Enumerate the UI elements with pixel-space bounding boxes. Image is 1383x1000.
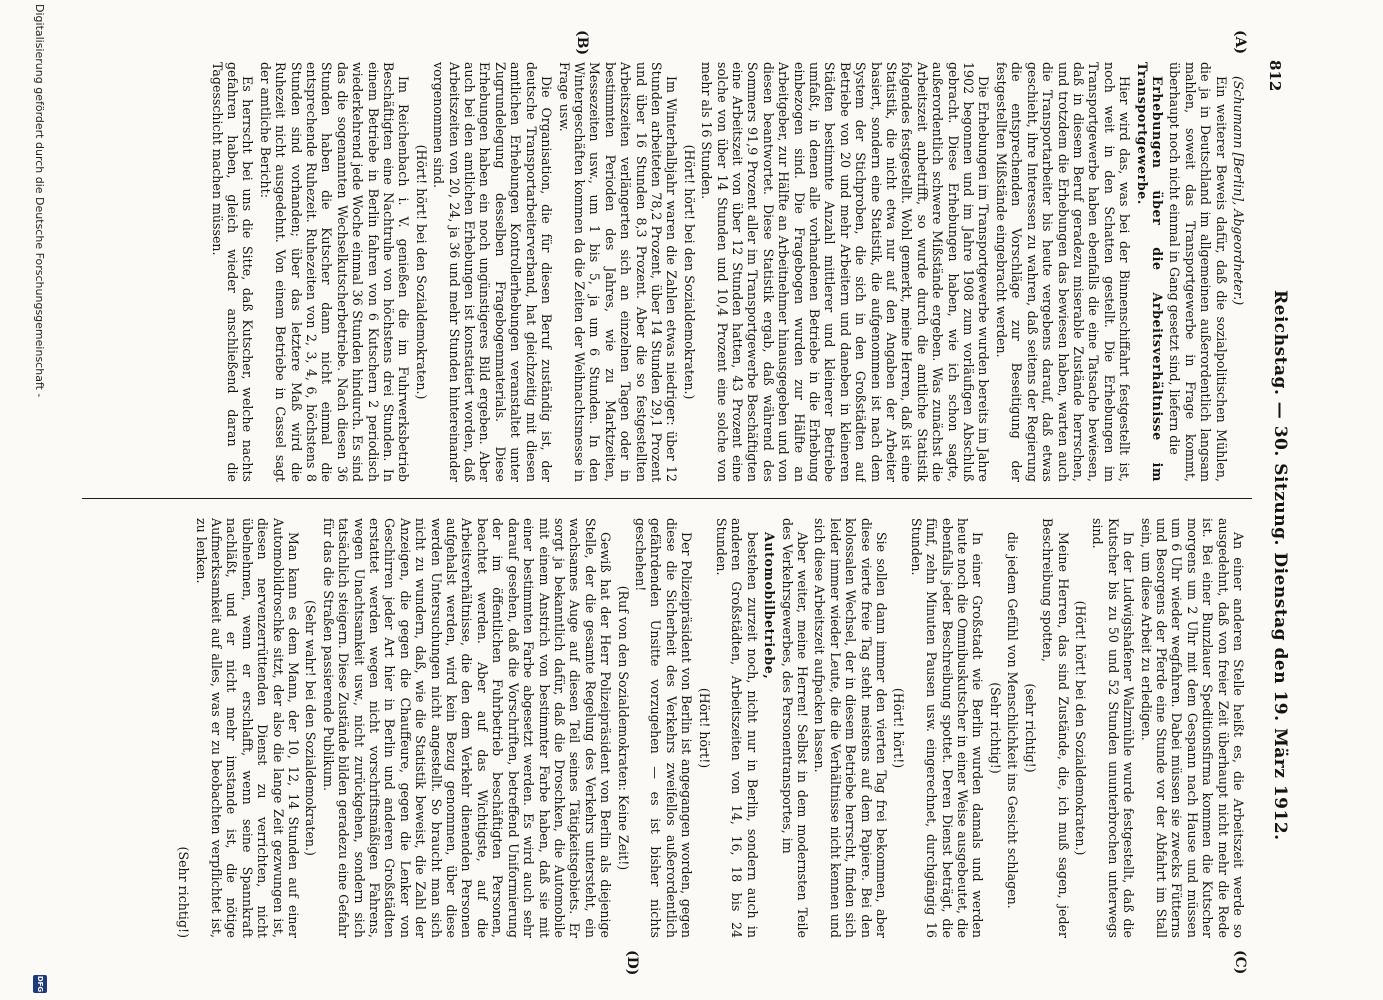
- paragraph: Es herrscht bei uns die Sitte, daß Kutscher, welche nachts gefahren haben, gleich wieder anschließend daran die Tagesschicht machen müssen.: [209, 62, 256, 482]
- paragraph: Sie sollen dann immer den vierten Tag frei bekommen, aber diese vierte freie Tag steht meistens auf dem Papiere. Bei den kolossalen Wechsel, der in diesem Betriebe herrscht, finden sich leider immer wieder Leute, die die Verhältnisse nicht kennen und sich diese Arbeitszeit aufpacken lassen.: [812, 518, 890, 938]
- interjection: (Sehr richtig!): [176, 846, 192, 938]
- rotated-page-content: [10, 0, 1300, 1000]
- interjection: (Hört! hört!): [891, 687, 907, 769]
- paragraph: Im Reichenbach i. V. genießen die im Fuhrwerksbetrieb Beschäftigten eine Nachtruhe von höchstens drei Stunden. In einem Betriebe in Berlin fahren von 6 Kutschern 2 periodisch wiederkehrend jede Woche einmal 36 Stunden hindurch. Es sind das die sogenannten Wechselkutscherbetriebe. Nach diesen 36 Stunden haben die Kutscher dann nicht einmal die entsprechende Ruhezeit. Ruhezeiten von 2, 3, 4, 6, höchstens 8 Stunden sind vorhanden; über das letztere Maß wird die Ruhezeit nicht ausgedehnt. Von einem Betriebe in Cassel sagt der amtliche Bericht:: [257, 62, 412, 482]
- paragraph: Aber weiter, meine Herren! Selbst in dem modernsten Teile des Verkehrsgewerbes, des Personentransportes, im: [779, 518, 811, 938]
- interjection: (Hört! hört! bei den Sozialdemokraten.): [413, 144, 429, 400]
- emphasized-heading: Erhebungen über die Arbeitsverhältnisse im Transportgewerbe.: [1134, 62, 1165, 482]
- margin-mark-a: (A): [1232, 30, 1248, 55]
- left-text-column: [96, 62, 1246, 482]
- speaker-line: (Schumann [Berlin], Abgeordneter.): [1231, 76, 1246, 306]
- interjection: (Sehr richtig!): [987, 682, 1003, 774]
- page-header: [1256, 60, 1290, 960]
- paragraph: Die Organisation, die für diesen Beruf zuständig ist, der deutsche Transportarbeiterverband, hat gleichzeitig mit diesen amtlichen Erhebungen Kontrollerhebungen veranstaltet unter Zugrundelegung desselben Fragebogenmaterials. Diese Erhebungen haben ein noch ungünstigeres Bild ergeben. Aber auch bei den amtlichen Erhebungen ist konstatiert worden, daß Arbeitszeiten von 20, 24, ja 36 und mehr Stunden hintereinander vorgenommen sind.: [431, 62, 555, 482]
- paragraph: Hier wird das, was bei der Binnenschiffahrt festgestellt ist, noch weit in den Schatten gestellt. Die Erhebungen im Transportgewerbe haben ebenfalls die eine Tatsache bewiesen, daß in diesem Beruf geradezu miserable Zustände herrschen, und trotzdem die Erhebungen das bewiesen haben, warten auch die Transportarbeiter bis heute vergebens darauf, daß etwas geschieht, ihre Interessen zu wahren, daß seitens der Regierung die entsprechenden Vorschläge zur Beseitigung der festgestellten Mißstände eingebracht werden.: [993, 62, 1133, 482]
- column-divider: [82, 498, 1252, 499]
- paragraph: In der Ludwigshafener Walzmühle wurde festgestellt, daß die Kutscher bis zu 50 und 52 Stunden ununterbrochen unterwegs sind.: [1090, 518, 1137, 938]
- paragraph: Gewiß hat der Herr Polizeipräsident von Berlin als diejenige Stelle, der die gesamte Regelung des Verkehrs untersteht, ein wachsames Auge auf diesen Teil seines Tätigkeitsgebiets. Er sorgt ja bekanntlich dafür, daß die Droschken, die Automobile mit einem Anstrich von bestimmter Farbe haben, daß sie mit einer bestimmten Farbe abgesetzt werden. Es wird auch sehr darauf gesehen, daß die Vorschriften, betreffend Uniformierung der im öffentlichen Fuhrbetrieb beschäftigten Personen, beachtet werden. Aber auf das Wichtigste, auf die Arbeitsverhältnisse, die den dem Verkehr dienenden Personen aufgehalst werden, wird kein Bezug genommen, über diese werden Untersuchungen nicht angestellt. So braucht man sich nicht zu wundern, daß, wie die Statistik beweist, die Zahl der Anzeigen, die gegen die Chauffeure, gegen die Lenker von Geschirren jeder Art hier in Berlin und anderen Großstädten erstattet werden wegen nicht vorschriftsmäßigen Fahrens, wegen Unachtsamkeit usw., nicht zurückgehen, sondern sich tatsächlich steigern. Diese Zustände bilden geradezu eine Gefahr für das die Straßen passierende Publikum.: [320, 518, 614, 938]
- interjection: (Hört! hört! bei den Sozialdemokraten.): [1072, 600, 1088, 856]
- paragraph: An einer anderen Stelle heißt es, die Arbeitszeit werde so ausgedehnt, daß von freier Zeit überhaupt nicht mehr die Rede ist. Bei einer Bunzlauer Speditionsfirma kommen die Kutscher morgens um 2 Uhr mit dem Gespann nach Hause und müssen um 6 Uhr wieder wegfahren. Dabei müssen sie zwecks Fütterns und Besorgens der Pferde eine Stunde vor der Abfahrt im Stall sein, um diese Arbeit zu erledigen.: [1138, 518, 1246, 938]
- paragraph: Meine Herren, das sind Zustände, die, ich muß sagen, jeder Beschreibung spotten,: [1040, 518, 1071, 938]
- interjection: (Sehr wahr! bei den Sozialdemokraten.): [303, 600, 319, 856]
- paragraph: Man kann es dem Mann, der 10, 12, 14 Stunden auf einer Automobildroschke sitzt, der also die lange Zeit gezwungen ist, diesen nervenzerrüttenden Dienst zu verrichten, nicht übelnehmen, wenn er erschlafft, wenn seine Spannkraft nachläßt, und er nicht mehr imstande ist, die nötige Aufmerksamkeit auf alles, was er zu beobachten verpflichtet ist, zu lenken.: [193, 518, 302, 938]
- paragraph: die jedem Gefühl von Menschlichkeit ins Gesicht schlagen.: [1005, 532, 1021, 909]
- page-title: Reichstag. — 30. Sitzung. Dienstag den 19. März 1912.: [1270, 290, 1290, 841]
- paragraph: In einer Großstadt wie Berlin wurden damals und werden heute noch die Omnibuskutscher in einer Weise ausgebeutet, die ebenfalls jeder Beschreibung spottet. Deren Dienst beträgt, die fünf, zehn Minuten Pausen usw. eingerechnet, durchgängig 16 Stunden.: [908, 518, 986, 938]
- page-number: 812: [1266, 60, 1284, 92]
- interjection: (Hört! hört! bei den Sozialdemokraten.): [681, 144, 697, 400]
- margin-mark-b: (B): [574, 30, 590, 56]
- margin-mark-d: (D): [624, 950, 640, 976]
- margin-mark-c: (C): [1232, 950, 1248, 975]
- paragraph: Die Erhebungen im Transportgewerbe wurden bereits im Jahre 1902 begonnen und im Jahre 1908 zum vorläufigen Abschluß gebracht. Diese Erhebungen haben, wie ich schon sagte, außerordentlich schwere Mißstände ergeben. Was zunächst die Arbeitszeit anbetrifft, so wurde durch die amtliche Statistik folgendes festgestellt. Wohl gemerkt, meine Herren, daß ist eine Statistik, die nicht etwa nur auf den Angaben der Arbeiter basiert, sondern eine Statistik, die aufgenommen ist nach dem System der Stichproben, die sich in den Großstädten auf Betriebe von 20 und mehr Arbeitern und daneben in kleineren Städten bestimmte Anzahl mittlerer und kleinerer Betriebe umfaßt, in denen alle vorhandenen Betriebe in die Erhebung einbezogen sind. Die Fragebogen wurden zur Hälfte an Arbeitgeber, zur Hälfte an Arbeitnehmer hinausgegeben und von diesen beantwortet. Diese Statistik ergab, daß während des Sommers 91,9 Prozent aller im Transportgewerbe Beschäftigten eine Arbeitszeit von über 12 Stunden hatten, 43 Prozent eine solche von über 14 Stunden und 10,4 Prozent eine solche von mehr als 16 Stunden.: [699, 62, 992, 482]
- emphasized-heading: Automobilbetriebe,: [762, 532, 778, 680]
- interjection: (Ruf von den Sozialdemokraten: Keine Zeit!): [615, 585, 631, 871]
- interjection: (Hört! hört!): [696, 687, 712, 769]
- credit-text: Digitalisierung gefördert durch die Deutsche Forschungsgemeinschaft -: [33, 4, 46, 398]
- paragraph: Im Winterhalbjahr waren die Zahlen etwas niedriger: über 12 Stunden arbeiteten 78,2 Prozent, über 14 Stunden 29,1 Prozent und über 16 Stunden 8,3 Prozent. Aber die so festgestellten Arbeitszeiten verlängerten sich an einzelnen Tagen oder in bestimmten Perioden des Jahres, wie zu Marktzeiten, Messezeiten usw., um 1 bis 5, ja um 6 Stunden. In den Wintergeschäften kommen da die Zeiten der Weihnachtsmesse in Frage usw.: [556, 62, 680, 482]
- paragraph: Der Polizeipräsident von Berlin ist angegangen worden, gegen diese die Sicherheit des Verkehrs zweifellos außerordentlich gefährdenden Unsitte vorzugehen — es ist bisher nichts geschehen!: [632, 518, 695, 938]
- paragraph: Ein weiterer Beweis dafür, daß die sozialpolitischen Mühlen, die ja in Deutschland im allgemeinen außerordentlich langsam mahlen, soweit das Transportgewerbe in Frage kommt, überhaupt noch nicht einmal in Gang gesetzt sind, liefern die: [1167, 62, 1229, 482]
- digitization-credit: [26, 0, 52, 1000]
- right-text-column: [96, 518, 1246, 938]
- paragraph: bestehen zurzeit noch, nicht nur in Berlin, sondern auch in anderen Großstädten, Arbeitszeiten von 14, 16, 18 bis 24 Stunden.: [714, 518, 760, 938]
- interjection: (sehr richtig!): [1022, 683, 1038, 773]
- dfg-logo: DFG: [33, 975, 47, 993]
